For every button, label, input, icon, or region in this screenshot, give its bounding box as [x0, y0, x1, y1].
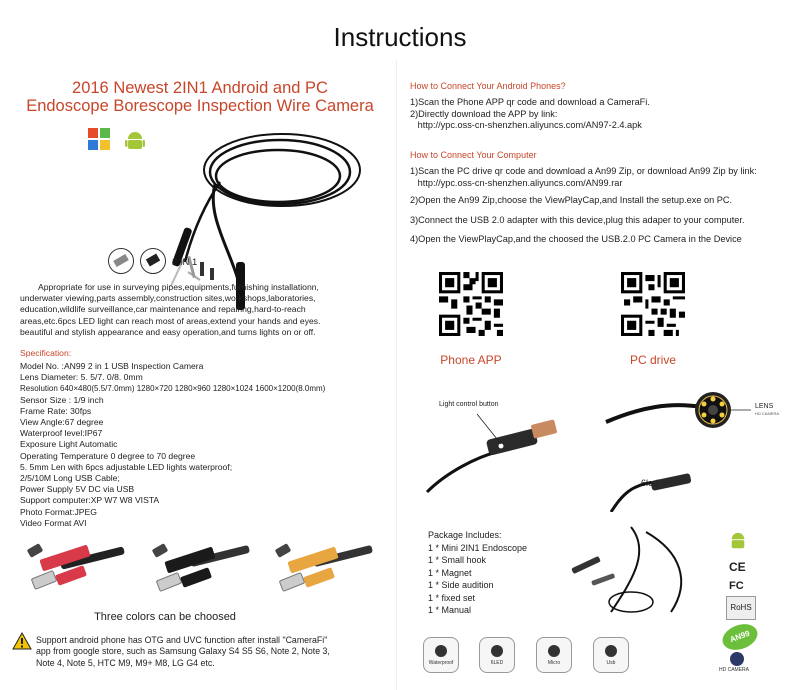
- spec-item: View Angle:67 degree: [20, 417, 104, 428]
- spec-item: Frame Rate: 30fps: [20, 405, 92, 416]
- android-heading: How to Connect Your Android Phones?: [410, 81, 566, 91]
- description-line: areas,etc.6pcs LED light can reach most of areas,extend your hands and eyes.: [20, 315, 321, 326]
- spec-item: Operating Temperature 0 degree to 70 degree: [20, 450, 196, 461]
- package-heading: Package Includes:: [428, 530, 502, 540]
- android-steps: [410, 97, 795, 132]
- spec-item: 5. 5mm Len with 6pcs adjustable LED lights waterproof;: [20, 461, 233, 472]
- lens-label: LENS: [755, 403, 774, 410]
- package-item: 1 * Side audition: [428, 580, 494, 591]
- package-contents-image: [571, 522, 721, 622]
- phone-app-qr-code: [439, 272, 503, 336]
- badge-label: Usb: [606, 660, 616, 666]
- spec-item: Resolution 640×480(5.5/7.0mm) 1280×720 1280×960 1280×1024 1600×1200(8.0mm): [20, 384, 326, 394]
- left-panel: [0, 60, 397, 690]
- spec-item: Power Supply 5V DC via USB: [20, 484, 135, 495]
- package-item: 1 * Manual: [428, 605, 472, 616]
- computer-step: 1)Scan the PC drive qr code and download a An99 Zip, or download An99 Zip by link:: [410, 166, 757, 176]
- package-list: [428, 542, 527, 616]
- camera-lens-image: [601, 382, 796, 512]
- warning-line: Note 4, Note 5, HTC M9, M9+ M8, LG G4 etc.: [36, 657, 215, 668]
- colors-caption: Three colors can be choosed: [94, 611, 236, 623]
- android-step: http://ypc.oss-cn-shenzhen.aliyuncs.com/AN97-2.4.apk: [410, 120, 642, 131]
- description-text: [20, 282, 396, 338]
- hd-camera-label: HD CAMERA: [719, 667, 750, 673]
- spec-item: 2/5/10M Long USB Cable;: [20, 473, 120, 484]
- spec-item: Lens Diameter: 5. 5/7. 0/8. 0mm: [20, 372, 143, 383]
- product-title-line2: Endoscope Borescope Inspection Wire Camera: [26, 97, 374, 115]
- spec-item: Support computer:XP W7 W8 VISTA: [20, 495, 160, 506]
- warning-line: app from google store, such as Samsung Galaxy S4 S5 S6, Note 2, Note 3,: [36, 646, 330, 657]
- product-title-line1: 2016 Newest 2IN1 Android and PC: [72, 79, 328, 97]
- two-in-one-label: 2 IN 1: [172, 257, 198, 268]
- badge-label: 6LED: [490, 660, 504, 666]
- computer-step: 2)Open the An99 Zip,choose the ViewPlayCap,and Install the setup.exe on PC.: [410, 195, 733, 206]
- endoscope-light-control-image: [417, 412, 567, 494]
- usb-badge: [593, 637, 629, 673]
- gold-cable-image: [268, 534, 378, 604]
- android-step: 1)Scan the Phone APP qr code and download a CameraFi.: [410, 97, 650, 107]
- package-item: 1 * Mini 2IN1 Endoscope: [428, 543, 528, 553]
- package-item: 1 * Small hook: [428, 555, 487, 566]
- led-icon: [491, 645, 503, 657]
- spec-item: Video Format AVI: [20, 517, 87, 528]
- package-item: 1 * Magnet: [428, 567, 472, 578]
- windows-logo-icon: [88, 128, 112, 152]
- description-line: Appropriate for use in surveying pipes,equipments,furnishing installationn,: [38, 282, 319, 292]
- fcc-mark-icon: FC: [729, 580, 744, 592]
- badge-label: Waterproof: [428, 660, 454, 666]
- computer-heading: How to Connect Your Computer: [410, 150, 537, 160]
- spec-item: Photo Format:JPEG: [20, 506, 97, 517]
- six-led-label: 6led: [641, 478, 659, 488]
- android-logo-icon: [125, 130, 145, 152]
- spec-item: Sensor Size : 1/9 inch: [20, 394, 104, 405]
- pc-drive-qr-code: [621, 272, 685, 336]
- android-icon: [729, 532, 747, 550]
- spec-item: Exposure Light Automatic: [20, 439, 118, 450]
- computer-steps: [410, 166, 800, 246]
- micro-badge: [536, 637, 572, 673]
- description-line: beautiful and stylish appearance and easy operation,and turns lights on or off.: [20, 326, 316, 337]
- spec-heading: Specification:: [20, 348, 72, 358]
- spec-list: [20, 361, 396, 529]
- phone-app-label: Phone APP: [440, 353, 502, 367]
- pc-drive-label: PC drive: [629, 353, 676, 367]
- spec-item: Waterproof level:IP67: [20, 428, 103, 439]
- waterproof-badge: [423, 637, 459, 673]
- android-step: 2)Directly download the APP by link:: [410, 108, 558, 119]
- usb-icon: [605, 645, 617, 657]
- computer-step: 3)Connect the USB 2.0 adapter with this device,plug this adaper to your computer.: [410, 214, 745, 225]
- rohs-mark-icon: RoHS: [726, 596, 756, 620]
- description-line: underwater viewing,parts assembly,construction sites,workshops,laboratories,: [20, 293, 316, 304]
- an99-badge-icon: AN99: [719, 620, 761, 655]
- right-panel: [403, 60, 800, 690]
- spec-item: Model No. :AN99 2 in 1 USB Inspection Camera: [20, 361, 204, 371]
- micro-usb-icon: [548, 645, 560, 657]
- computer-step: 4)Open the ViewPlayCap,and the choosed the USB.2.0 PC Camera in the Device: [410, 234, 742, 245]
- six-led-badge: [479, 637, 515, 673]
- black-cable-image: [145, 534, 255, 604]
- lens-sublabel: HD CAMERA: [755, 411, 780, 416]
- package-item: 1 * fixed set: [428, 592, 476, 603]
- description-line: education,wildlife surveillance,car maintenance and repairing,hard-to-reach: [20, 304, 306, 315]
- computer-step: http://ypc.oss-cn-shenzhen.aliyuncs.com/AN99.rar: [410, 177, 623, 188]
- badge-label: Micro: [547, 660, 561, 666]
- hd-camera-icon: [730, 652, 744, 666]
- ce-mark-icon: CE: [729, 560, 746, 574]
- light-control-label: Light control button: [439, 401, 499, 408]
- warning-icon: [12, 632, 32, 650]
- page-title: Instructions: [333, 22, 467, 52]
- micro-usb-connector-icon: [140, 248, 166, 274]
- usb-connector-icon: [108, 248, 134, 274]
- warning-text: [36, 635, 392, 669]
- water-drop-icon: [435, 645, 447, 657]
- warning-line: Support android phone has OTG and UVC function after install "CameraFi": [36, 635, 328, 645]
- red-cable-image: [20, 534, 130, 604]
